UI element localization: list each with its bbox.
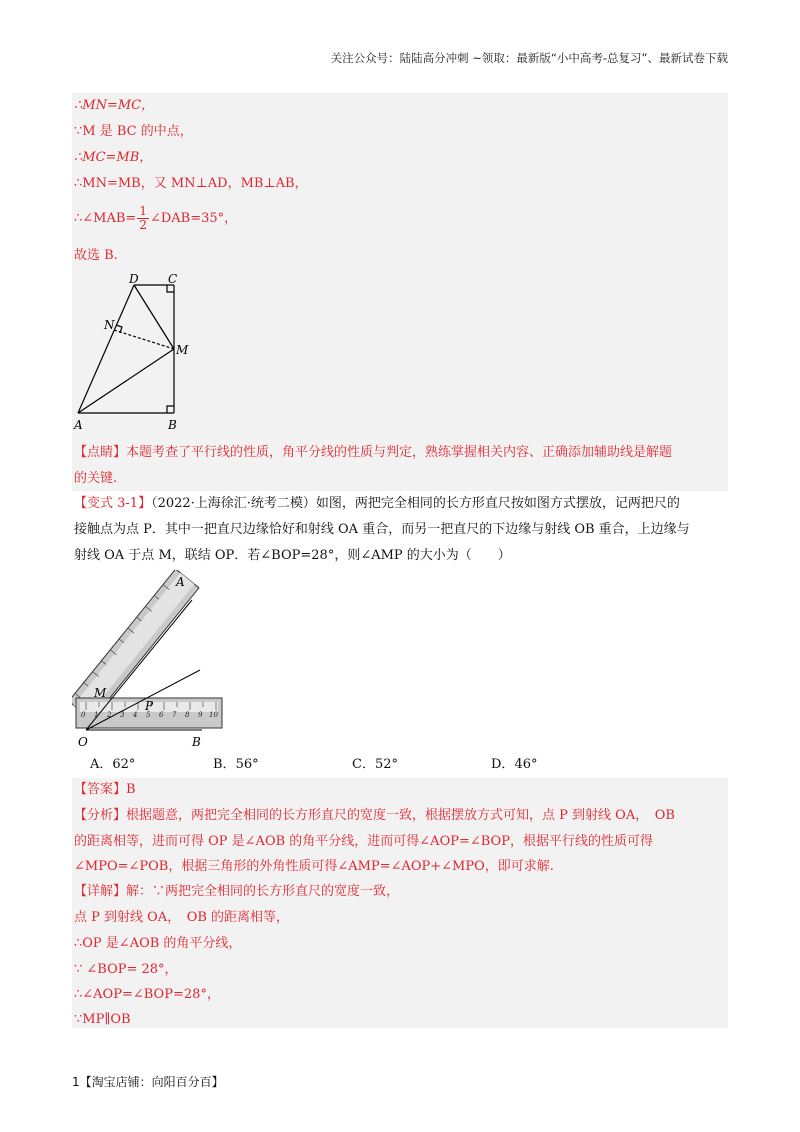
ruler-num-5: 5 (146, 711, 151, 719)
label-C: C (168, 272, 178, 286)
label-N: N (104, 318, 115, 332)
analysis-tag: 【分析】 (74, 808, 127, 823)
ruler-num-8: 8 (185, 711, 190, 719)
option-b[interactable]: B．56° (213, 757, 259, 772)
detail-line-4: ∵ ∠BOP= 28°， (74, 962, 178, 977)
analysis-line-2: 的距离相等，进而可得 OP 是∠AOB 的角平分线，进而可得∠AOP=∠BOP，根据平行线的性质可得 (74, 834, 653, 849)
ruler-num-6: 6 (159, 711, 164, 719)
rulers-figure (72, 570, 242, 750)
solution-line-4: ∴MN=MB，又 MN⊥AD，MB⊥AB， (74, 176, 308, 191)
page-header: 关注公众号：陆陆高分冲刺 ~领取：最新版“小中高考-总复习”、最新试卷下载 (330, 51, 728, 65)
analysis-line-1: 【分析】根据题意，两把完全相同的长方形直尺的宽度一致，根据摆放方式可知，点 P 到射线 OA， OB (74, 808, 675, 823)
label-M2: M (94, 686, 107, 700)
ruler-num-10: 10 (209, 711, 218, 719)
detail-line-5: ∴∠AOP=∠BOP=28°， (74, 987, 220, 1002)
label-B: B (168, 418, 177, 432)
ruler-num-2: 2 (107, 711, 112, 719)
ruler-num-4: 4 (133, 711, 138, 719)
ruler-num-0: 0 (81, 711, 86, 719)
ruler-num-9: 9 (198, 711, 203, 719)
detail-line-6: ∵MP∥OB (74, 1012, 131, 1027)
option-d[interactable]: D．46° (491, 757, 538, 772)
variant-line-2: 接触点为点 P．其中一把直尺边缘恰好和射线 OA 重合，而另一把直尺的下边缘与射线 OB 重合，上边缘与 (74, 522, 690, 537)
label-M: M (176, 343, 189, 357)
variant-tag: 【变式 3-1】 (74, 496, 152, 511)
ruler-num-7: 7 (172, 711, 177, 719)
label-D: D (129, 272, 139, 286)
comment-tag: 【点睛】 (74, 445, 127, 460)
detail-line-3: ∴OP 是∠AOB 的角平分线， (74, 936, 242, 951)
label-P: P (145, 699, 154, 713)
ruler-num-1: 1 (94, 711, 99, 719)
label-O: O (78, 735, 88, 749)
answer-tag: 【答案】 (74, 782, 127, 797)
solution-line-1: ∴MN=MC， (74, 98, 155, 113)
option-c[interactable]: C．52° (352, 757, 398, 772)
detail-line-1: 【详解】解：∵两把完全相同的长方形直尺的宽度一致， (74, 884, 400, 899)
option-a[interactable]: A．62° (90, 757, 136, 772)
variant-line-3: 射线 OA 于点 M，联结 OP．若∠BOP=28°，则∠AMP 的大小为（ ） (74, 548, 511, 563)
solution-line-5 (74, 204, 237, 234)
label-A2: A (176, 575, 185, 589)
label-B2: B (192, 735, 201, 749)
variant-line-1: 【变式 3-1】（2022·上海徐汇·统考二模）如图，两把完全相同的长方形直尺按如图方式摆放，记两把尺的 (74, 496, 680, 511)
label-A: A (74, 418, 83, 432)
comment-line-1: 【点睛】本题考查了平行线的性质，角平分线的性质与判定，熟练掌握相关内容、正确添加辅助线是解题 (74, 445, 673, 460)
comment-line-2: 的关键. (74, 471, 118, 486)
solution-line-3: ∴MC=MB， (74, 150, 153, 165)
analysis-line-3: ∠MPO=∠POB，根据三角形的外角性质可得∠AMP=∠AOP+∠MPO，即可求解. (74, 859, 554, 874)
angle-expr-pre: ∴∠MAB= (74, 211, 137, 226)
trapezoid-figure (72, 270, 192, 435)
answer-value: B (126, 782, 136, 797)
detail-line-2: 点 P 到射线 OA， OB 的距离相等， (74, 910, 290, 925)
angle-expr-post: ∠DAB=35°， (149, 211, 238, 226)
ruler-num-3: 3 (120, 711, 125, 719)
answer-line (74, 780, 136, 800)
solution-line-2: ∵M 是 BC 的中点， (74, 124, 193, 139)
page-footer: 1【淘宝店铺：向阳百分百】 (72, 1075, 224, 1089)
detail-tag: 【详解】 (74, 884, 127, 899)
solution-line-6: 故选 B. (74, 248, 118, 263)
fraction-half: $\frac{1}{2}$ (139, 204, 147, 232)
